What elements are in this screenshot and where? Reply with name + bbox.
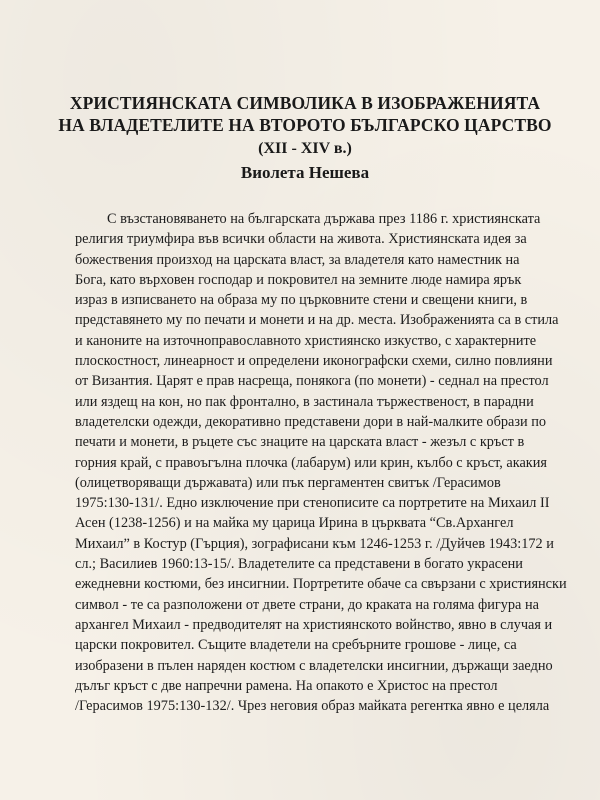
body-line: божествения произход на царската власт, за владетеля като наместник на [75, 251, 520, 268]
body-line: символ - те са разположени от двете страни, до краката на голяма фигура на [75, 596, 539, 613]
document-header [40, 92, 570, 184]
body-line: израз в изписването на образа му по църковните стени и свещени книги, в [75, 292, 528, 309]
body-line: Бога, като върховен господар и покровител на земните люде намира ярък [75, 271, 522, 288]
body-line: 1975:130-131/. Едно изключение при стенописите са портретите на Михаил II [75, 495, 550, 512]
body-line: сл.; Василиев 1960:13-15/. Владетелите са представени в богато украсени [75, 556, 523, 573]
body-line: или яздещ на кон, но пак фронтално, в застинала тържественост, в парадни [75, 393, 534, 410]
body-line: дълъг кръст с две напречни рамена. На опакото е Христос на престол [75, 677, 498, 694]
body-line: плоскостност, линеарност и определени иконографски схеми, силно повлияни [75, 353, 553, 370]
author-name: Виолета Нешева [240, 163, 370, 182]
body-line: (олицетворяващи държавата) или пък пергаментен свитък /Герасимов [75, 474, 501, 491]
body-line: и каноните на източноправославното християнско изкуство, с характерните [75, 332, 537, 349]
body-line: царски покровител. Същите владетели на сребърните грошове - лице, са [75, 637, 517, 654]
subtitle: (XII - XIV в.) [258, 140, 352, 157]
body-line: от Византия. Царят е прав насреща, понякога (по монети) - седнал на престол [75, 373, 549, 390]
body-line: /Герасимов 1975:130-132/. Чрез неговия образ майката регентка явно е целяла [75, 698, 550, 715]
body-line: Михаил” в Костур (Гърция), зографисани към 1246-1253 г. /Дуйчев 1943:172 и [75, 535, 554, 552]
article-body [75, 209, 600, 716]
body-line: архангел Михаил - предводителят на християнското войнство, явно в случая и [75, 616, 553, 633]
body-line: ежедневни костюми, без инсигнии. Портретите обаче са свързани с християнски [75, 576, 567, 593]
body-line: изобразени в пълен наряден костюм с владетелски инсигнии, държащи заедно [75, 657, 553, 674]
body-line: владетелски одежди, декоративно представени дори в най-малките образи по [75, 413, 547, 430]
title-line-2: НА ВЛАДЕТЕЛИТЕ НА ВТОРОТО БЪЛГАРСКО ЦАРСТВО [58, 115, 552, 135]
body-line: Асен (1238-1256) и на майка му царица Ирина в църквата “Св.Архангел [75, 515, 514, 532]
body-line: религия триумфира във всички области на живота. Християнската идея за [75, 231, 527, 248]
body-line: печати и монети, в ръцете със знаците на царската власт - жезъл с кръст в [75, 434, 525, 451]
body-line: С възстановяването на българската държава през 1186 г. християнската [107, 211, 541, 227]
title-line-1: ХРИСТИЯНСКАТА СИМВОЛИКА В ИЗОБРАЖЕНИЯТА [69, 93, 541, 113]
body-line: представянето му по печати и монети и на др. места. Изображенията са в стила [75, 312, 559, 329]
body-line: горния край, с правоъгълна плочка (лабарум) или крин, кълбо с кръст, акакия [75, 454, 547, 471]
